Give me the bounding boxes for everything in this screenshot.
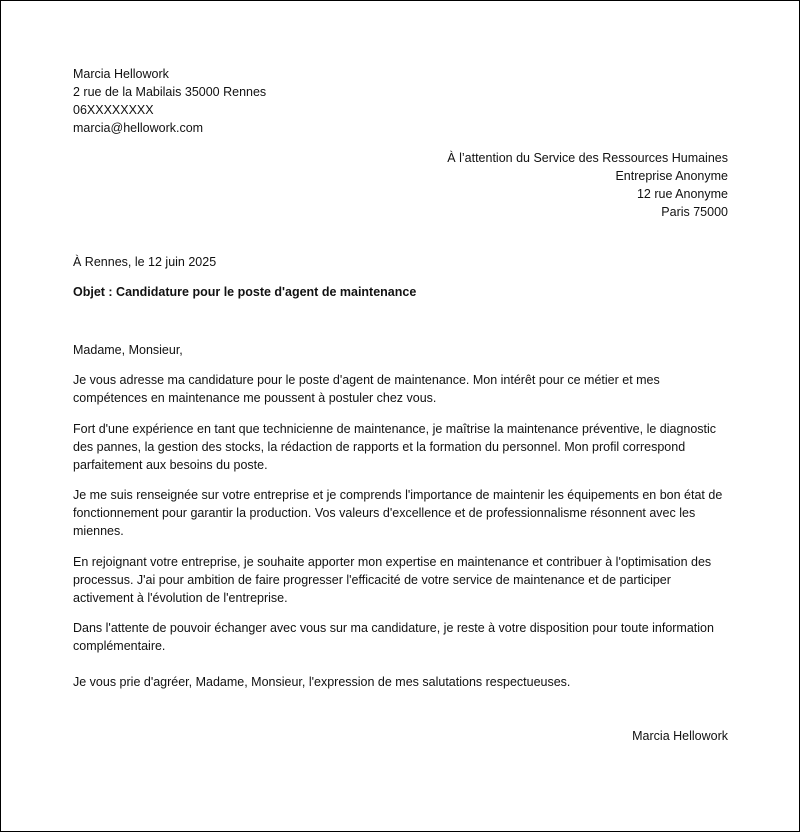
sender-name: Marcia Hellowork (73, 67, 169, 81)
sender-block (73, 65, 728, 137)
letter-greeting: Madame, Monsieur, (73, 343, 183, 357)
sender-phone: 06XXXXXXXX (73, 103, 154, 117)
body-paragraph: Fort d'une expérience en tant que technicienne de maintenance, je maîtrise la maintenance préventive, le diagnostic des pannes, la gestion des stocks, la rédaction de rapports et la formation du personnel. Mon profil correspond parfaitement aux besoins du poste. (73, 421, 717, 472)
sender-address: 2 rue de la Mabilais 35000 Rennes (73, 85, 267, 99)
recipient-city: Paris 75000 (661, 205, 728, 219)
letter-subject: Objet : Candidature pour le poste d'agent de maintenance (73, 285, 417, 299)
recipient-block (73, 149, 728, 221)
letter-content (73, 65, 728, 745)
recipient-company: Entreprise Anonyme (615, 169, 728, 183)
closing-formula: Je vous prie d'agréer, Madame, Monsieur, l'expression de mes salutations respectueuses. (73, 675, 571, 689)
body-paragraph: Je me suis renseignée sur votre entreprise et je comprends l'importance de maintenir les équipements en bon état de fonctionnement pour garantir la production. Vos valeurs d'excellence et de professionnalisme résonnent avec les miennes. (73, 488, 723, 538)
signature: Marcia Hellowork (632, 729, 728, 743)
body-paragraph: Je vous adresse ma candidature pour le poste d'agent de maintenance. Mon intérêt pour ce métier et mes compétences en maintenance me poussent à postuler chez vous. (73, 373, 660, 405)
body-paragraph: Dans l'attente de pouvoir échanger avec vous sur ma candidature, je reste à votre disposition pour toute information complémentaire. (73, 621, 714, 653)
letter-date: À Rennes, le 12 juin 2025 (73, 255, 217, 269)
recipient-street: 12 rue Anonyme (636, 187, 728, 201)
recipient-attention: À l’attention du Service des Ressources Humaines (447, 151, 728, 165)
body-paragraph: En rejoignant votre entreprise, je souhaite apporter mon expertise en maintenance et contribuer à l'optimisation des processus. J'ai pour ambition de faire progresser l'efficacité de votre service de maintenance et de participer activement à l'évolution de l'entreprise. (73, 554, 712, 605)
sender-email: marcia@hellowork.com (73, 121, 204, 135)
